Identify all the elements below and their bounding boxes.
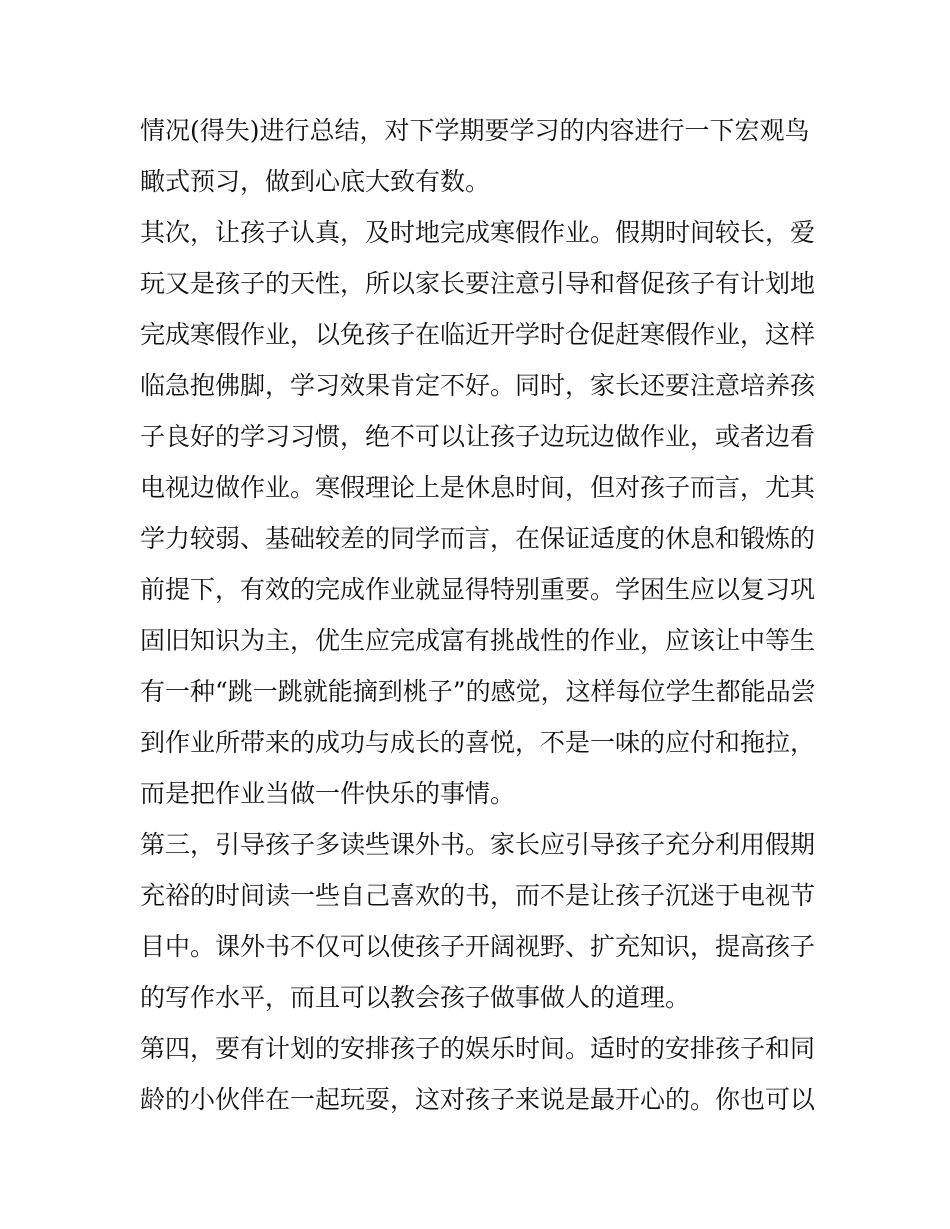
- paragraph-1: [140, 105, 820, 207]
- text-line: 子良好的学习习惯，绝不可以让孩子边玩边做作业，或者边看: [140, 422, 816, 451]
- text-line: 的写作水平，而且可以教会孩子做事做人的道理。: [140, 983, 691, 1012]
- text-line: 目中。课外书不仅可以使孩子开阔视野、扩充知识，提高孩子: [140, 932, 816, 961]
- text-line: 完成寒假作业，以免孩子在临近开学时仓促赶寒假作业，这样: [140, 320, 816, 349]
- text-line: 情况(得失)进行总结，对下学期要学习的内容进行一下宏观鸟: [140, 116, 810, 145]
- paragraph-3: [140, 819, 820, 1023]
- text-line: 龄的小伙伴在一起玩耍，这对孩子来说是最开心的。你也可以: [140, 1085, 816, 1114]
- text-line: 第四，要有计划的安排孩子的娱乐时间。适时的安排孩子和同: [140, 1034, 816, 1063]
- document-body: [140, 105, 820, 1125]
- text-line: 玩又是孩子的天性，所以家长要注意引导和督促孩子有计划地: [140, 269, 816, 298]
- text-line: 学力较弱、基础较差的同学而言，在保证适度的休息和锻炼的: [140, 524, 816, 553]
- text-line: 其次，让孩子认真，及时地完成寒假作业。假期时间较长，爱: [140, 218, 816, 247]
- paragraph-4: [140, 1023, 820, 1125]
- text-line: 而是把作业当做一件快乐的事情。: [140, 779, 516, 808]
- text-line: 到作业所带来的成功与成长的喜悦，不是一味的应付和拖拉，: [140, 728, 816, 757]
- text-line: 充裕的时间读一些自己喜欢的书，而不是让孩子沉迷于电视节: [140, 881, 816, 910]
- text-line: 临急抱佛脚，学习效果肯定不好。同时，家长还要注意培养孩: [140, 371, 816, 400]
- text-line: 有一种“跳一跳就能摘到桃子”的感觉，这样每位学生都能品尝: [140, 677, 816, 706]
- text-line: 前提下，有效的完成作业就显得特别重要。学困生应以复习巩: [140, 575, 816, 604]
- text-line: 瞰式预习，做到心底大致有数。: [140, 167, 491, 196]
- text-line: 第三，引导孩子多读些课外书。家长应引导孩子充分利用假期: [140, 830, 816, 859]
- text-line: 电视边做作业。寒假理论上是休息时间，但对孩子而言，尤其: [140, 473, 816, 502]
- text-line: 固旧知识为主，优生应完成富有挑战性的作业，应该让中等生: [140, 626, 816, 655]
- paragraph-2: [140, 207, 820, 819]
